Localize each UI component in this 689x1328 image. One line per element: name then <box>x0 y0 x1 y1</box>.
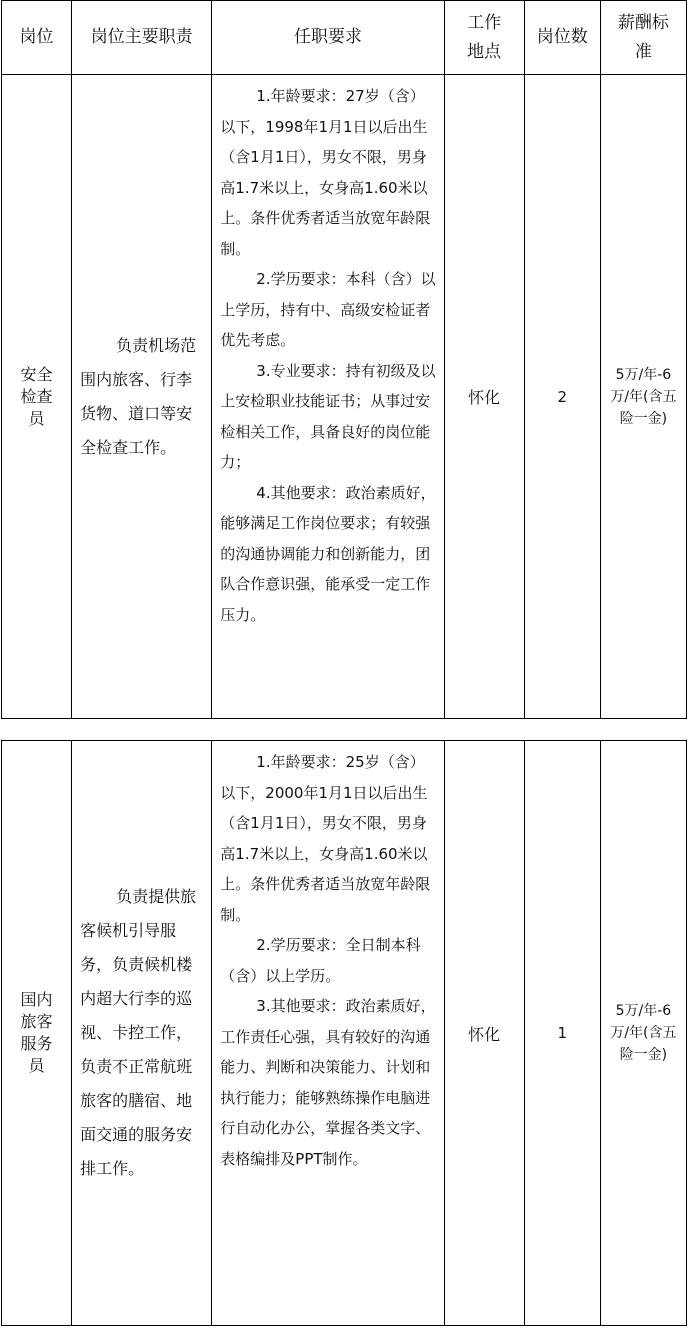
requirement-item: 2.学历要求：全日制本科（含）以上学历。 <box>220 936 421 985</box>
header-count: 岗位数 <box>524 1 600 75</box>
position-count: 2 <box>524 75 600 719</box>
requirement-item: 3.专业要求：持有初级及以上安检职业技能证书；从事过安检相关工作，具备良好的岗位能力； <box>220 361 436 471</box>
requirement-item: 2.学历要求：本科（含）以上学历，持有中、高级安检证者优先考虑。 <box>220 270 436 349</box>
salary: 5万/年-6万/年(含五险一金) <box>600 741 686 1326</box>
header-duties: 岗位主要职责 <box>72 1 212 75</box>
requirement-item: 4.其他要求：政治素质好，能够满足工作岗位要求；有较强的沟通协调能力和创新能力，团队合作意识强，能承受一定工作压力。 <box>220 483 436 624</box>
location: 怀化 <box>444 741 524 1326</box>
requirement-item: 3.其他要求：政治素质好，工作责任心强，具有较好的沟通能力、判断和决策能力、计划和执行能力；能够熟练操作电脑进行自动化办公，掌握各类文字、表格编排及PPT制作。 <box>220 997 436 1168</box>
header-salary: 薪酬标准 <box>600 1 686 75</box>
duties-text: 负责机场范围内旅客、行李货物、道口等安全检查工作。 <box>80 335 197 457</box>
job-table-part-2 <box>1 740 687 1326</box>
table-row <box>2 75 687 719</box>
requirement-item: 1.年龄要求：27岁（含）以下，1998年1月1日以后出生（含1月1日），男女不限，男身高1.7米以上，女身高1.60米以上。条件优秀者适当放宽年龄限制。 <box>220 87 431 258</box>
post-name: 国内旅客服务员 <box>2 741 72 1326</box>
duties-text: 负责提供旅客候机引导服务，负责候机楼内超大行李的巡视、卡控工作，负责不正常航班旅客的膳宿、地面交通的服务安排工作。 <box>80 887 197 1178</box>
position-count: 1 <box>524 741 600 1326</box>
requirements-cell <box>212 75 444 719</box>
post-name: 安全检查员 <box>2 75 72 719</box>
duties-cell <box>72 75 212 719</box>
requirements-cell <box>212 741 444 1326</box>
table-header-row <box>2 1 687 75</box>
location: 怀化 <box>444 75 524 719</box>
job-table-part-1 <box>1 0 687 719</box>
requirement-item: 1.年龄要求：25岁（含）以下，2000年1月1日以后出生（含1月1日），男女不限，男身高1.7米以上，女身高1.60米以上。条件优秀者适当放宽年龄限制。 <box>220 753 431 924</box>
header-location: 工作地点 <box>444 1 524 75</box>
table-row <box>2 741 687 1326</box>
header-requirements: 任职要求 <box>212 1 444 75</box>
duties-cell <box>72 741 212 1326</box>
header-post: 岗位 <box>2 1 72 75</box>
salary: 5万/年-6万/年(含五险一金) <box>600 75 686 719</box>
